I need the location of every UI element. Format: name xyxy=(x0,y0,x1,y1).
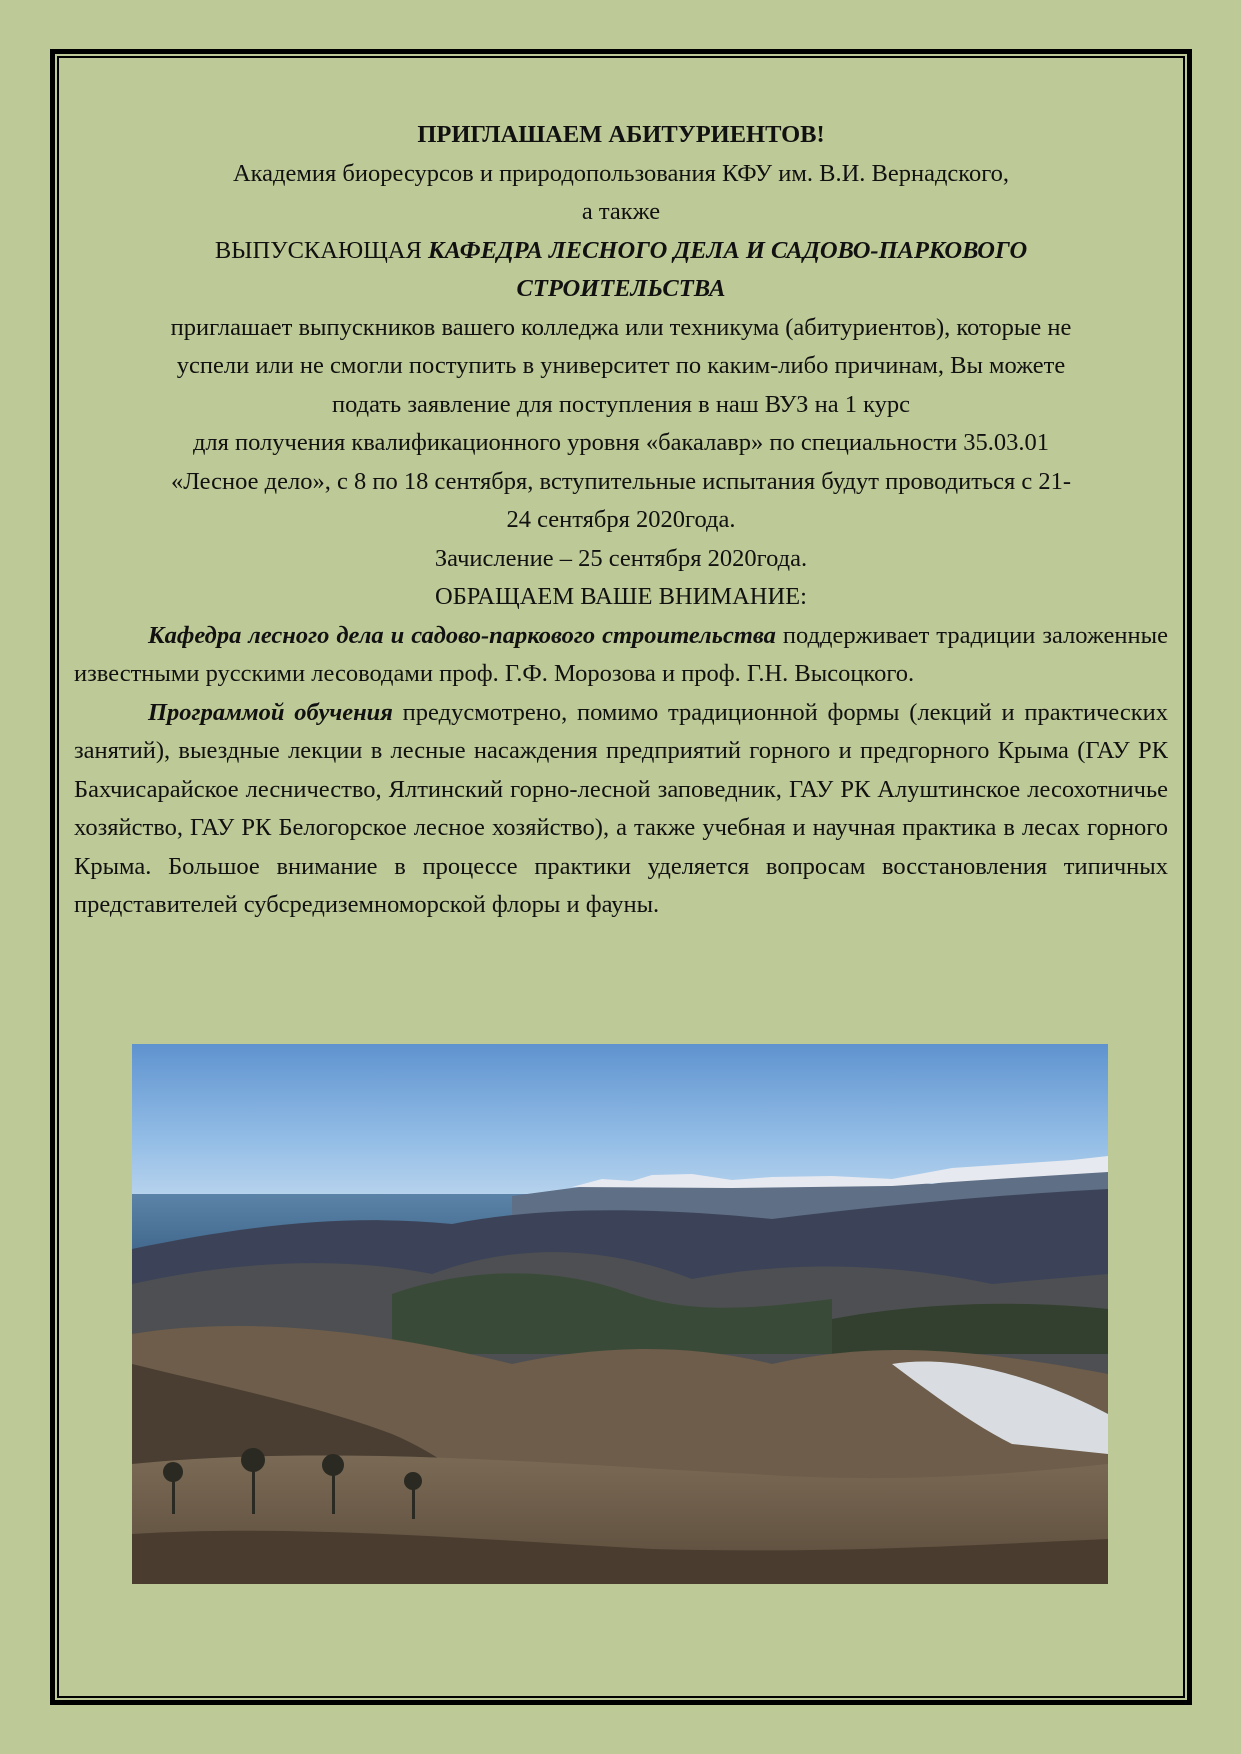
department-tradition-paragraph xyxy=(74,617,1168,694)
document-body xyxy=(74,116,1168,925)
invitation-line-4: для получения квалификационного уровня «бакалавр» по специальности 35.03.01 xyxy=(192,429,1050,456)
department-name-line1: КАФЕДРА ЛЕСНОГО ДЕЛА И САДОВО-ПАРКОВОГО xyxy=(428,236,1028,264)
invitation-line-3: подать заявление для поступления в наш ВУЗ на 1 курс xyxy=(331,390,910,418)
also-line: а также xyxy=(581,198,661,225)
academy-name: Академия биоресурсов и природопользования КФУ им. В.И. Вернадского, xyxy=(232,159,1010,187)
program-paragraph xyxy=(74,694,1168,925)
invitation-line-6: 24 сентября 2020года. xyxy=(506,506,736,533)
department-prefix: ВЫПУСКАЮЩАЯ xyxy=(214,236,429,264)
program-lead: Программой обучения xyxy=(148,698,393,726)
department-name-line2: СТРОИТЕЛЬСТВА xyxy=(516,275,726,302)
department-lead: Кафедра лесного дела и садово-паркового строительства xyxy=(148,621,776,649)
page-title: ПРИГЛАШАЕМ АБИТУРИЕНТОВ! xyxy=(417,121,825,148)
mountain-landscape-image xyxy=(132,1044,1108,1584)
department-heading xyxy=(74,232,1168,271)
invitation-line-2: успели или не смогли поступить в университет по каким-либо причинам, Вы можете xyxy=(176,352,1066,379)
program-text: предусмотрено, помимо традиционной формы (лекций и практических занятий), выездные лекции в лесные насаждения предприятий горного и предгорного Крыма (ГАУ РК Бахчисарайское лесничество, Ялтинский горно-лесной заповедник, ГАУ РК Алуштинское лесохотничье хозяйство, ГАУ РК Белогорское лесное хозяйство), а также учебная и научная практика в лесах горного Крыма. Большое внимание в процессе практики уделяется вопросам восстановления типичных представителей субсредиземноморской флоры и фауны. xyxy=(74,698,1168,918)
invitation-line-5: «Лесное дело», с 8 по 18 сентября, вступительные испытания будут проводиться с 21- xyxy=(170,467,1072,495)
crimean-mountains-photo xyxy=(132,1044,1108,1584)
attention-heading: ОБРАЩАЕМ ВАШЕ ВНИМАНИЕ: xyxy=(435,583,807,610)
department-tradition-text: поддерживает традиции заложенные известными русскими лесоводами проф. Г.Ф. Морозова и проф. Г.Н. Высоцкого. xyxy=(74,621,1168,687)
invitation-line-1: приглашает выпускников вашего колледжа или техникума (абитуриентов), которые не xyxy=(170,313,1072,341)
enrollment-date: Зачисление – 25 сентября 2020года. xyxy=(434,544,808,572)
